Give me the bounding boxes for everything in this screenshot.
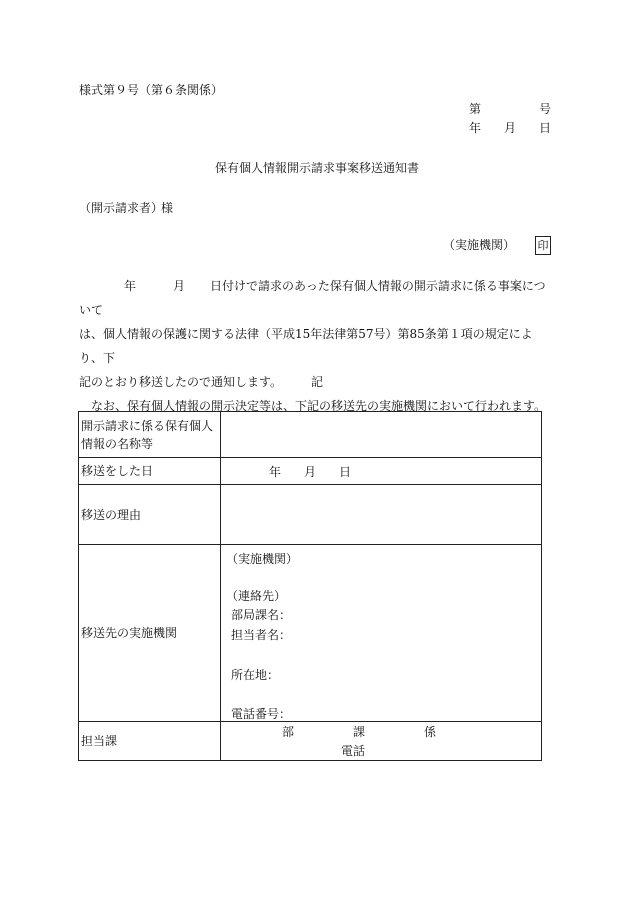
addressee-honorific: 様 (161, 201, 174, 215)
date-month: 月 (504, 121, 517, 135)
table-row (79, 485, 542, 545)
body-line-2: は、個人情報の保護に関する法律（平成15年法律第57号）第85条第１項の規定により、下 (79, 327, 533, 365)
table-row (79, 545, 542, 722)
cell-reason-label: 移送の理由 (79, 485, 221, 545)
cell-request-item-label: 開示請求に係る保有個人情報の名称等 (79, 412, 221, 458)
transfer-table (78, 411, 542, 761)
document-title: 保有個人情報開示請求事案移送通知書 (215, 161, 420, 175)
transfer-date-year: 年 (269, 464, 282, 479)
number-prefix: 第 (469, 102, 482, 116)
cell-section-label: 担当課 (79, 722, 221, 761)
body-line-4: なお、保有個人情報の開示決定等は、下記の移送先の実施機関において行われます。 (91, 399, 547, 413)
cell-transfer-date-label: 移送をした日 (79, 458, 221, 485)
section-ka: 課 (353, 725, 366, 739)
dest-phone: 電話番号： (231, 707, 292, 721)
cell-transfer-date-value (221, 458, 542, 485)
cell-destination-label: 移送先の実施機関 (79, 545, 221, 722)
cell-reason-value (221, 485, 542, 545)
form-number: 様式第９号（第６条関係） (79, 83, 224, 97)
cell-destination-value (221, 545, 542, 722)
addressee-label: （開示請求者） (79, 201, 164, 215)
dest-department: 部局課名： (231, 608, 292, 622)
section-phone: 電話 (341, 744, 366, 758)
body-line-3: 記のとおり移送したので通知します。 (79, 375, 283, 389)
dest-contact: （連絡先） (226, 589, 287, 603)
section-bu: 部 (282, 725, 295, 739)
body-paragraph (79, 274, 551, 418)
date-year: 年 (469, 121, 482, 135)
table-row (79, 722, 542, 761)
transfer-date-day: 日 (339, 464, 352, 479)
ki-heading: 記 (311, 375, 324, 389)
dest-person: 担当者名： (231, 628, 292, 642)
cell-request-item-value (221, 412, 542, 458)
date-day: 日 (539, 121, 552, 135)
section-kakari: 係 (424, 725, 437, 739)
seal-box: 印 (535, 236, 551, 255)
number-suffix: 号 (539, 102, 552, 116)
body-line-1: 年 月 日付けで請求のあった保有個人情報の開示請求に係る事案について (79, 279, 546, 317)
issuer-label: （実施機関） (443, 238, 516, 252)
table-row (79, 458, 542, 485)
transfer-date-month: 月 (304, 464, 317, 479)
dest-agency: （実施機関） (226, 552, 299, 566)
table-row (79, 412, 542, 458)
cell-section-value (221, 722, 542, 761)
dest-address: 所在地： (231, 668, 280, 682)
